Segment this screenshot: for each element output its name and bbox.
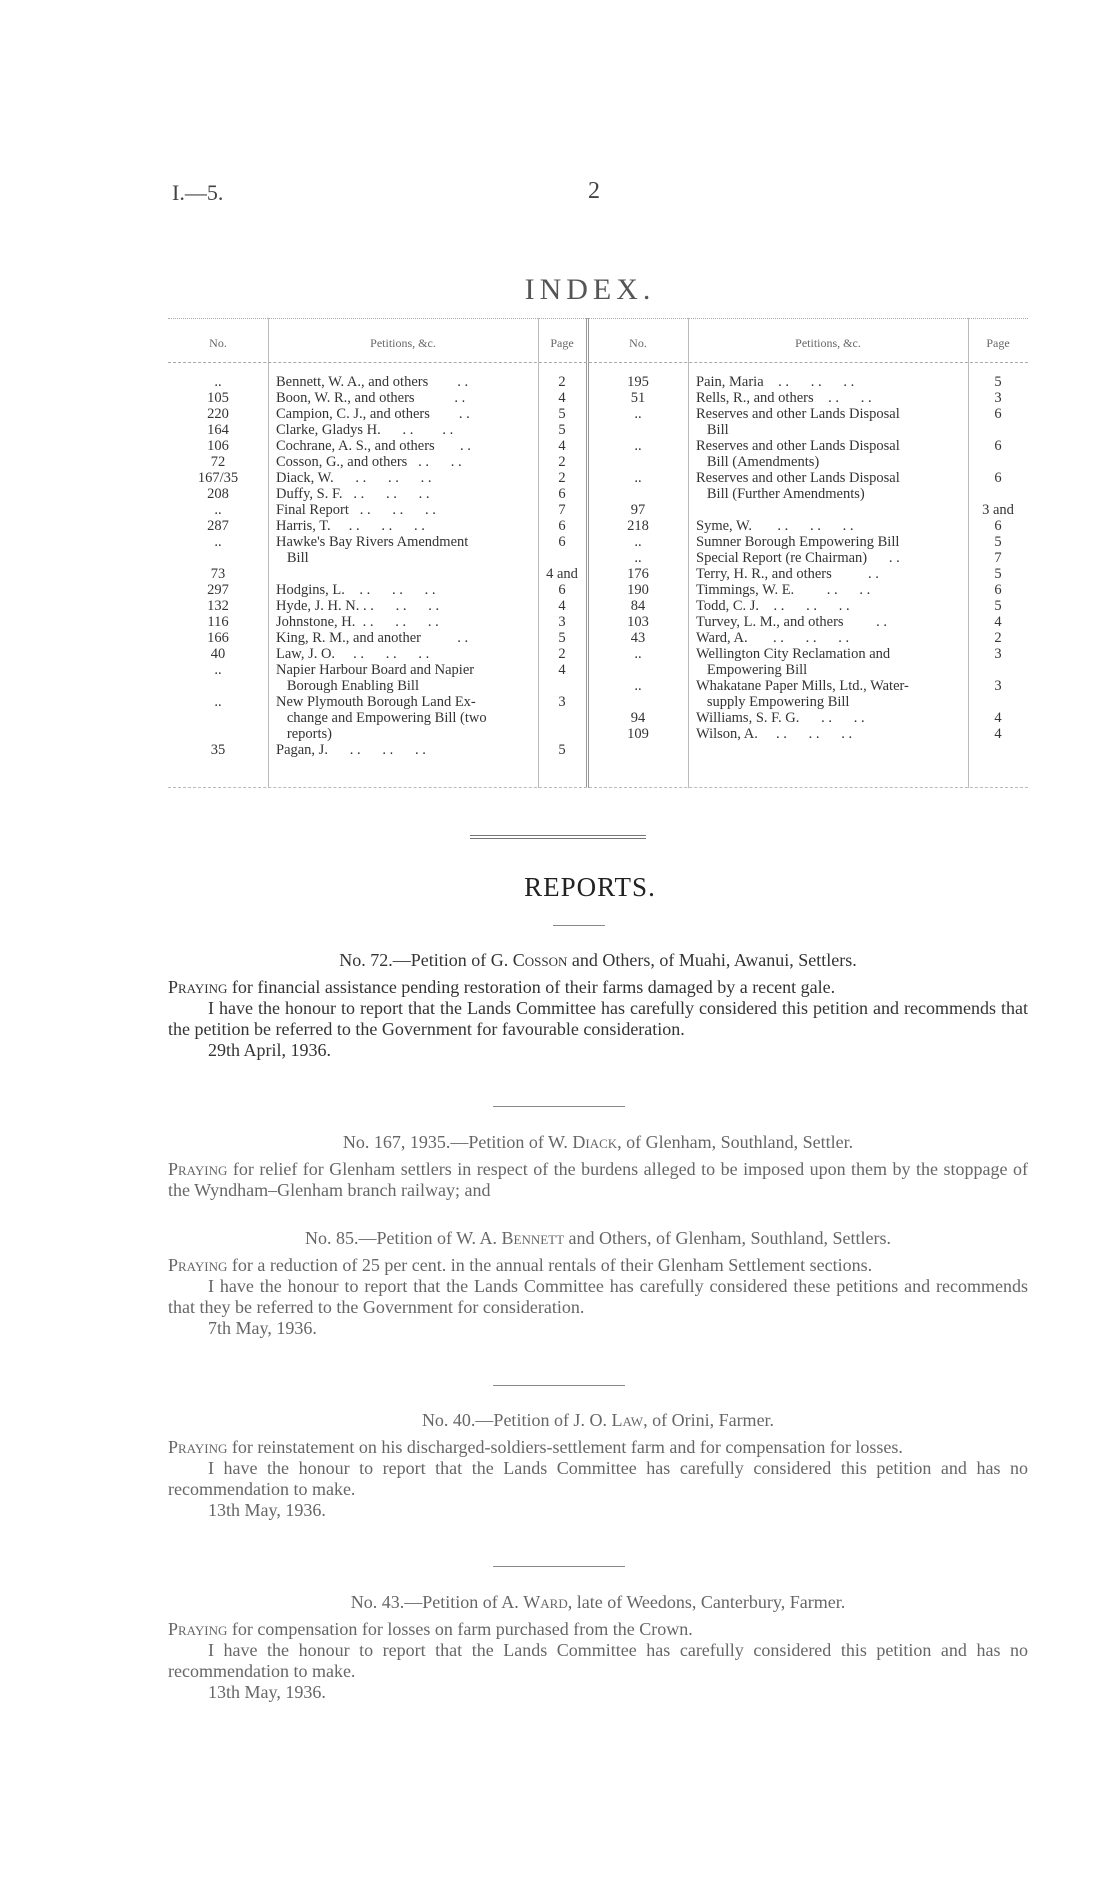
- report-diack: [168, 1132, 1028, 1201]
- index-page: 4: [994, 614, 1002, 630]
- reports-title: REPORTS.: [524, 872, 656, 902]
- index-no: 195: [627, 374, 649, 390]
- index-petition: Campion, C. J., and others . .: [276, 406, 470, 422]
- index-petition: Williams, S. F. G. . . . .: [696, 710, 865, 726]
- report-date: 13th May, 1936.: [208, 1500, 326, 1520]
- index-no: 166: [207, 630, 229, 646]
- index-page: 4: [558, 662, 566, 678]
- heading-text: No. 40.—Petition of J. O.: [421, 1410, 612, 1430]
- report-divider: [493, 1385, 625, 1386]
- praying-text: for relief for Glenham settlers in respect of the burdens alleged to be imposed upon them by the stoppage of the Wyndham–Glenham branch railway; and: [168, 1159, 1028, 1200]
- petitioner-name: Cosson: [512, 950, 568, 970]
- petitioner-name: Ward: [523, 1592, 568, 1612]
- index-no: 116: [207, 614, 229, 630]
- report-heading: [168, 1228, 1028, 1249]
- index-no: 105: [207, 390, 229, 406]
- index-no: ..: [214, 662, 222, 678]
- index-petition: Hyde, J. H. N. . . . . . .: [276, 598, 440, 614]
- index-row: [168, 438, 1028, 454]
- index-petition: change and Empowering Bill (two: [276, 710, 487, 726]
- index-no: ..: [214, 534, 222, 550]
- report-law: [168, 1410, 1028, 1521]
- index-page: 4: [558, 598, 566, 614]
- index-page: 5: [994, 598, 1002, 614]
- index-petition: Syme, W. . . . . . .: [696, 518, 854, 534]
- index-petition: Whakatane Paper Mills, Ltd., Water-: [696, 678, 909, 694]
- index-no: 190: [627, 582, 649, 598]
- index-petition: Bill: [696, 422, 729, 438]
- index-page: 2: [558, 470, 566, 486]
- heading-text: , of Orini, Farmer.: [643, 1410, 775, 1430]
- index-page: 5: [558, 630, 566, 646]
- heading-text: No. 43.—Petition of A.: [350, 1592, 524, 1612]
- index-page: 4: [994, 710, 1002, 726]
- report-date: 13th May, 1936.: [208, 1682, 326, 1702]
- index-no: ..: [634, 534, 642, 550]
- header-page-left: Page: [550, 336, 574, 350]
- petitioner-name: Diack: [572, 1132, 618, 1152]
- index-page: 3: [994, 678, 1002, 694]
- index-no: ..: [634, 406, 642, 422]
- index-petition: Final Report . . . . . .: [276, 502, 436, 518]
- index-no: 84: [630, 598, 646, 614]
- index-petition: King, R. M., and another . .: [276, 630, 469, 646]
- index-no: 167/35: [197, 470, 239, 486]
- index-petition: Cosson, G., and others . . . .: [276, 454, 462, 470]
- index-page: 6: [994, 470, 1002, 486]
- petitioner-name: Law: [611, 1410, 644, 1430]
- index-page: 6: [994, 438, 1002, 454]
- index-row: [168, 598, 1028, 614]
- index-page: 6: [558, 518, 566, 534]
- report-date: 7th May, 1936.: [208, 1318, 317, 1338]
- index-row: [168, 726, 1028, 742]
- index-petition: Bill (Further Amendments): [696, 486, 865, 502]
- index-no: 218: [627, 518, 649, 534]
- index-petition: Pain, Maria . . . . . .: [696, 374, 855, 390]
- index-table: [168, 318, 1028, 788]
- report-body: I have the honour to report that the Lands Committee has carefully considered this petition and has no recommendation to make.: [168, 1458, 1028, 1499]
- index-row: [168, 694, 1028, 710]
- praying-word: Praying: [168, 1437, 228, 1457]
- index-petition: Cochrane, A. S., and others . .: [276, 438, 471, 454]
- index-row: [168, 662, 1028, 678]
- report-body: I have the honour to report that the Lands Committee has carefully considered these petitions and recommends that they be referred to the Government for consideration.: [168, 1276, 1028, 1317]
- index-no: ..: [214, 374, 222, 390]
- praying-word: Praying: [168, 1619, 228, 1639]
- index-no: 220: [207, 406, 229, 422]
- index-petition: Diack, W. . . . . . .: [276, 470, 432, 486]
- report-divider: [493, 1566, 625, 1567]
- index-no: ..: [634, 646, 642, 662]
- table-top-rule: [168, 318, 1028, 319]
- report-heading: [168, 1410, 1028, 1431]
- praying-word: Praying: [168, 977, 228, 997]
- index-no: 109: [627, 726, 649, 742]
- index-petition: Pagan, J. . . . . . .: [276, 742, 426, 758]
- index-petition: Harris, T. . . . . . .: [276, 518, 425, 534]
- heading-text: and Others, of Muahi, Awanui, Settlers.: [567, 950, 857, 970]
- index-petition: Special Report (re Chairman) . .: [696, 550, 900, 566]
- index-row: [168, 630, 1028, 646]
- index-petition: Todd, C. J. . . . . . .: [696, 598, 850, 614]
- index-no: 297: [207, 582, 229, 598]
- index-page: 7: [994, 550, 1002, 566]
- report-heading: [168, 1132, 1028, 1153]
- index-row: [168, 470, 1028, 486]
- heading-text: No. 85.—Petition of W. A.: [304, 1228, 502, 1248]
- index-page: 4: [558, 390, 566, 406]
- index-no: ..: [214, 502, 222, 518]
- report-body: I have the honour to report that the Lands Committee has carefully considered this petition and has no recommendation to make.: [168, 1640, 1028, 1681]
- index-row: [168, 678, 1028, 694]
- index-no: 164: [207, 422, 229, 438]
- praying-text: for reinstatement on his discharged-soldiers-settlement farm and for compensation for losses.: [227, 1437, 903, 1457]
- header-page-right: Page: [986, 336, 1010, 350]
- index-page: 6: [994, 518, 1002, 534]
- index-no: 103: [627, 614, 649, 630]
- index-row: [168, 582, 1028, 598]
- praying-word: Praying: [168, 1255, 228, 1275]
- heading-text: No. 167, 1935.—Petition of W.: [342, 1132, 573, 1152]
- index-page: 5: [994, 566, 1002, 582]
- heading-text: and Others, of Glenham, Southland, Settlers.: [564, 1228, 891, 1248]
- index-row: [168, 486, 1028, 502]
- index-petition: Clarke, Gladys H. . . . .: [276, 422, 454, 438]
- index-page: 3: [558, 694, 566, 710]
- index-row: [168, 454, 1028, 470]
- index-no: ..: [634, 470, 642, 486]
- report-heading: [168, 950, 1028, 971]
- index-no: 72: [210, 454, 226, 470]
- index-title: INDEX.: [524, 273, 656, 306]
- page-number: 2: [588, 178, 600, 204]
- header-petitions-right: Petitions, &c.: [795, 336, 861, 350]
- index-petition: Rells, R., and others . . . .: [696, 390, 872, 406]
- index-no: 94: [630, 710, 646, 726]
- index-no: 106: [207, 438, 229, 454]
- index-page: 6: [558, 582, 566, 598]
- section-divider: [470, 835, 646, 839]
- index-row: [168, 374, 1028, 390]
- header-no-left: No.: [209, 336, 227, 350]
- index-page: 7: [558, 502, 566, 518]
- report-body: I have the honour to report that the Lands Committee has carefully considered this petition and recommends that the petition be referred to the Government for favourable consideration.: [168, 998, 1028, 1039]
- index-no: 40: [210, 646, 226, 662]
- report-heading: [168, 1592, 1028, 1613]
- praying-word: Praying: [168, 1159, 228, 1179]
- index-petition: Reserves and other Lands Disposal: [696, 438, 900, 454]
- index-row: [168, 614, 1028, 630]
- index-petition: Ward, A. . . . . . .: [696, 630, 850, 646]
- praying-text: for compensation for losses on farm purchased from the Crown.: [227, 1619, 693, 1639]
- index-no: 73: [210, 566, 226, 582]
- index-petition: Law, J. O. . . . . . .: [276, 646, 430, 662]
- index-page: 3: [994, 390, 1002, 406]
- index-row: [168, 710, 1028, 726]
- index-page: 3: [994, 646, 1002, 662]
- report-divider: [493, 1106, 625, 1107]
- index-petition: Johnstone, H. . . . . . .: [276, 614, 439, 630]
- report-cosson: [168, 950, 1028, 1061]
- index-no: 43: [630, 630, 646, 646]
- index-row: [168, 742, 1028, 758]
- index-page: 2: [994, 630, 1002, 646]
- index-page: 2: [558, 374, 566, 390]
- index-row: [168, 390, 1028, 406]
- index-petition: Reserves and other Lands Disposal: [696, 470, 900, 486]
- index-page: 2: [558, 454, 566, 470]
- index-no: 97: [630, 502, 646, 518]
- index-petition: Sumner Borough Empowering Bill: [696, 534, 900, 550]
- index-page: 6: [994, 406, 1002, 422]
- index-page: 3 and: [982, 502, 1014, 518]
- petitioner-name: Bennett: [501, 1228, 565, 1248]
- index-petition: supply Empowering Bill: [696, 694, 850, 710]
- index-page: 5: [558, 742, 566, 758]
- index-petition: Reserves and other Lands Disposal: [696, 406, 900, 422]
- index-page: 6: [558, 534, 566, 550]
- header-rule: [168, 362, 1028, 363]
- index-page: 5: [558, 406, 566, 422]
- index-no: ..: [214, 694, 222, 710]
- index-petition: Wellington City Reclamation and: [696, 646, 891, 662]
- index-row: [168, 566, 1028, 582]
- report-bennett: [168, 1228, 1028, 1339]
- index-petition: Terry, H. R., and others . .: [696, 566, 879, 582]
- index-row: [168, 534, 1028, 550]
- index-page: 4: [994, 726, 1002, 742]
- index-page: 3: [558, 614, 566, 630]
- index-petition: Wilson, A. . . . . . .: [696, 726, 853, 742]
- index-petition: Empowering Bill: [696, 662, 808, 678]
- heading-text: , late of Weedons, Canterbury, Farmer.: [567, 1592, 846, 1612]
- header-petitions-left: Petitions, &c.: [370, 336, 436, 350]
- index-page: 2: [558, 646, 566, 662]
- index-row: [168, 406, 1028, 422]
- index-no: ..: [634, 678, 642, 694]
- index-petition: Duffy, S. F. . . . . . .: [276, 486, 430, 502]
- index-row: [168, 550, 1028, 566]
- index-row: [168, 518, 1028, 534]
- index-no: 132: [207, 598, 229, 614]
- index-page: 5: [994, 534, 1002, 550]
- index-petition: Turvey, L. M., and others . .: [696, 614, 888, 630]
- report-date: 29th April, 1936.: [208, 1040, 332, 1060]
- index-page: 4 and: [546, 566, 578, 582]
- index-row: [168, 502, 1028, 518]
- index-petition: Boon, W. R., and others . .: [276, 390, 466, 406]
- index-row: [168, 646, 1028, 662]
- index-no: 208: [207, 486, 229, 502]
- praying-text: for financial assistance pending restoration of their farms damaged by a recent gale.: [227, 977, 836, 997]
- title-underline: [553, 925, 605, 926]
- index-no: 35: [210, 742, 226, 758]
- index-petition: Timmings, W. E. . . . .: [696, 582, 871, 598]
- page-reference: I.—5.: [172, 180, 224, 205]
- index-page: 4: [558, 438, 566, 454]
- praying-text: for a reduction of 25 per cent. in the annual rentals of their Glenham Settlement sections.: [227, 1255, 873, 1275]
- index-no: 51: [630, 390, 646, 406]
- index-no: ..: [634, 550, 642, 566]
- index-row: [168, 422, 1028, 438]
- index-petition: Bill (Amendments): [696, 454, 820, 470]
- report-ward: [168, 1592, 1028, 1703]
- index-petition: New Plymouth Borough Land Ex-: [276, 694, 476, 710]
- index-petition: Bennett, W. A., and others . .: [276, 374, 469, 390]
- index-petition: reports): [276, 726, 332, 742]
- index-page: 5: [558, 422, 566, 438]
- index-petition: Hodgins, L. . . . . . .: [276, 582, 436, 598]
- index-no: 287: [207, 518, 229, 534]
- index-petition: Bill: [276, 550, 309, 566]
- heading-text: , of Glenham, Southland, Settler.: [617, 1132, 854, 1152]
- index-page: 6: [558, 486, 566, 502]
- index-page: 6: [994, 582, 1002, 598]
- header-no-right: No.: [629, 336, 647, 350]
- index-page: 5: [994, 374, 1002, 390]
- index-no: 176: [627, 566, 649, 582]
- index-petition: Napier Harbour Board and Napier: [276, 662, 475, 678]
- index-petition: Borough Enabling Bill: [276, 678, 419, 694]
- table-bottom-rule: [168, 787, 1028, 788]
- index-no: ..: [634, 438, 642, 454]
- heading-text: No. 72.—Petition of G.: [339, 950, 513, 970]
- index-petition: Hawke's Bay Rivers Amendment: [276, 534, 469, 550]
